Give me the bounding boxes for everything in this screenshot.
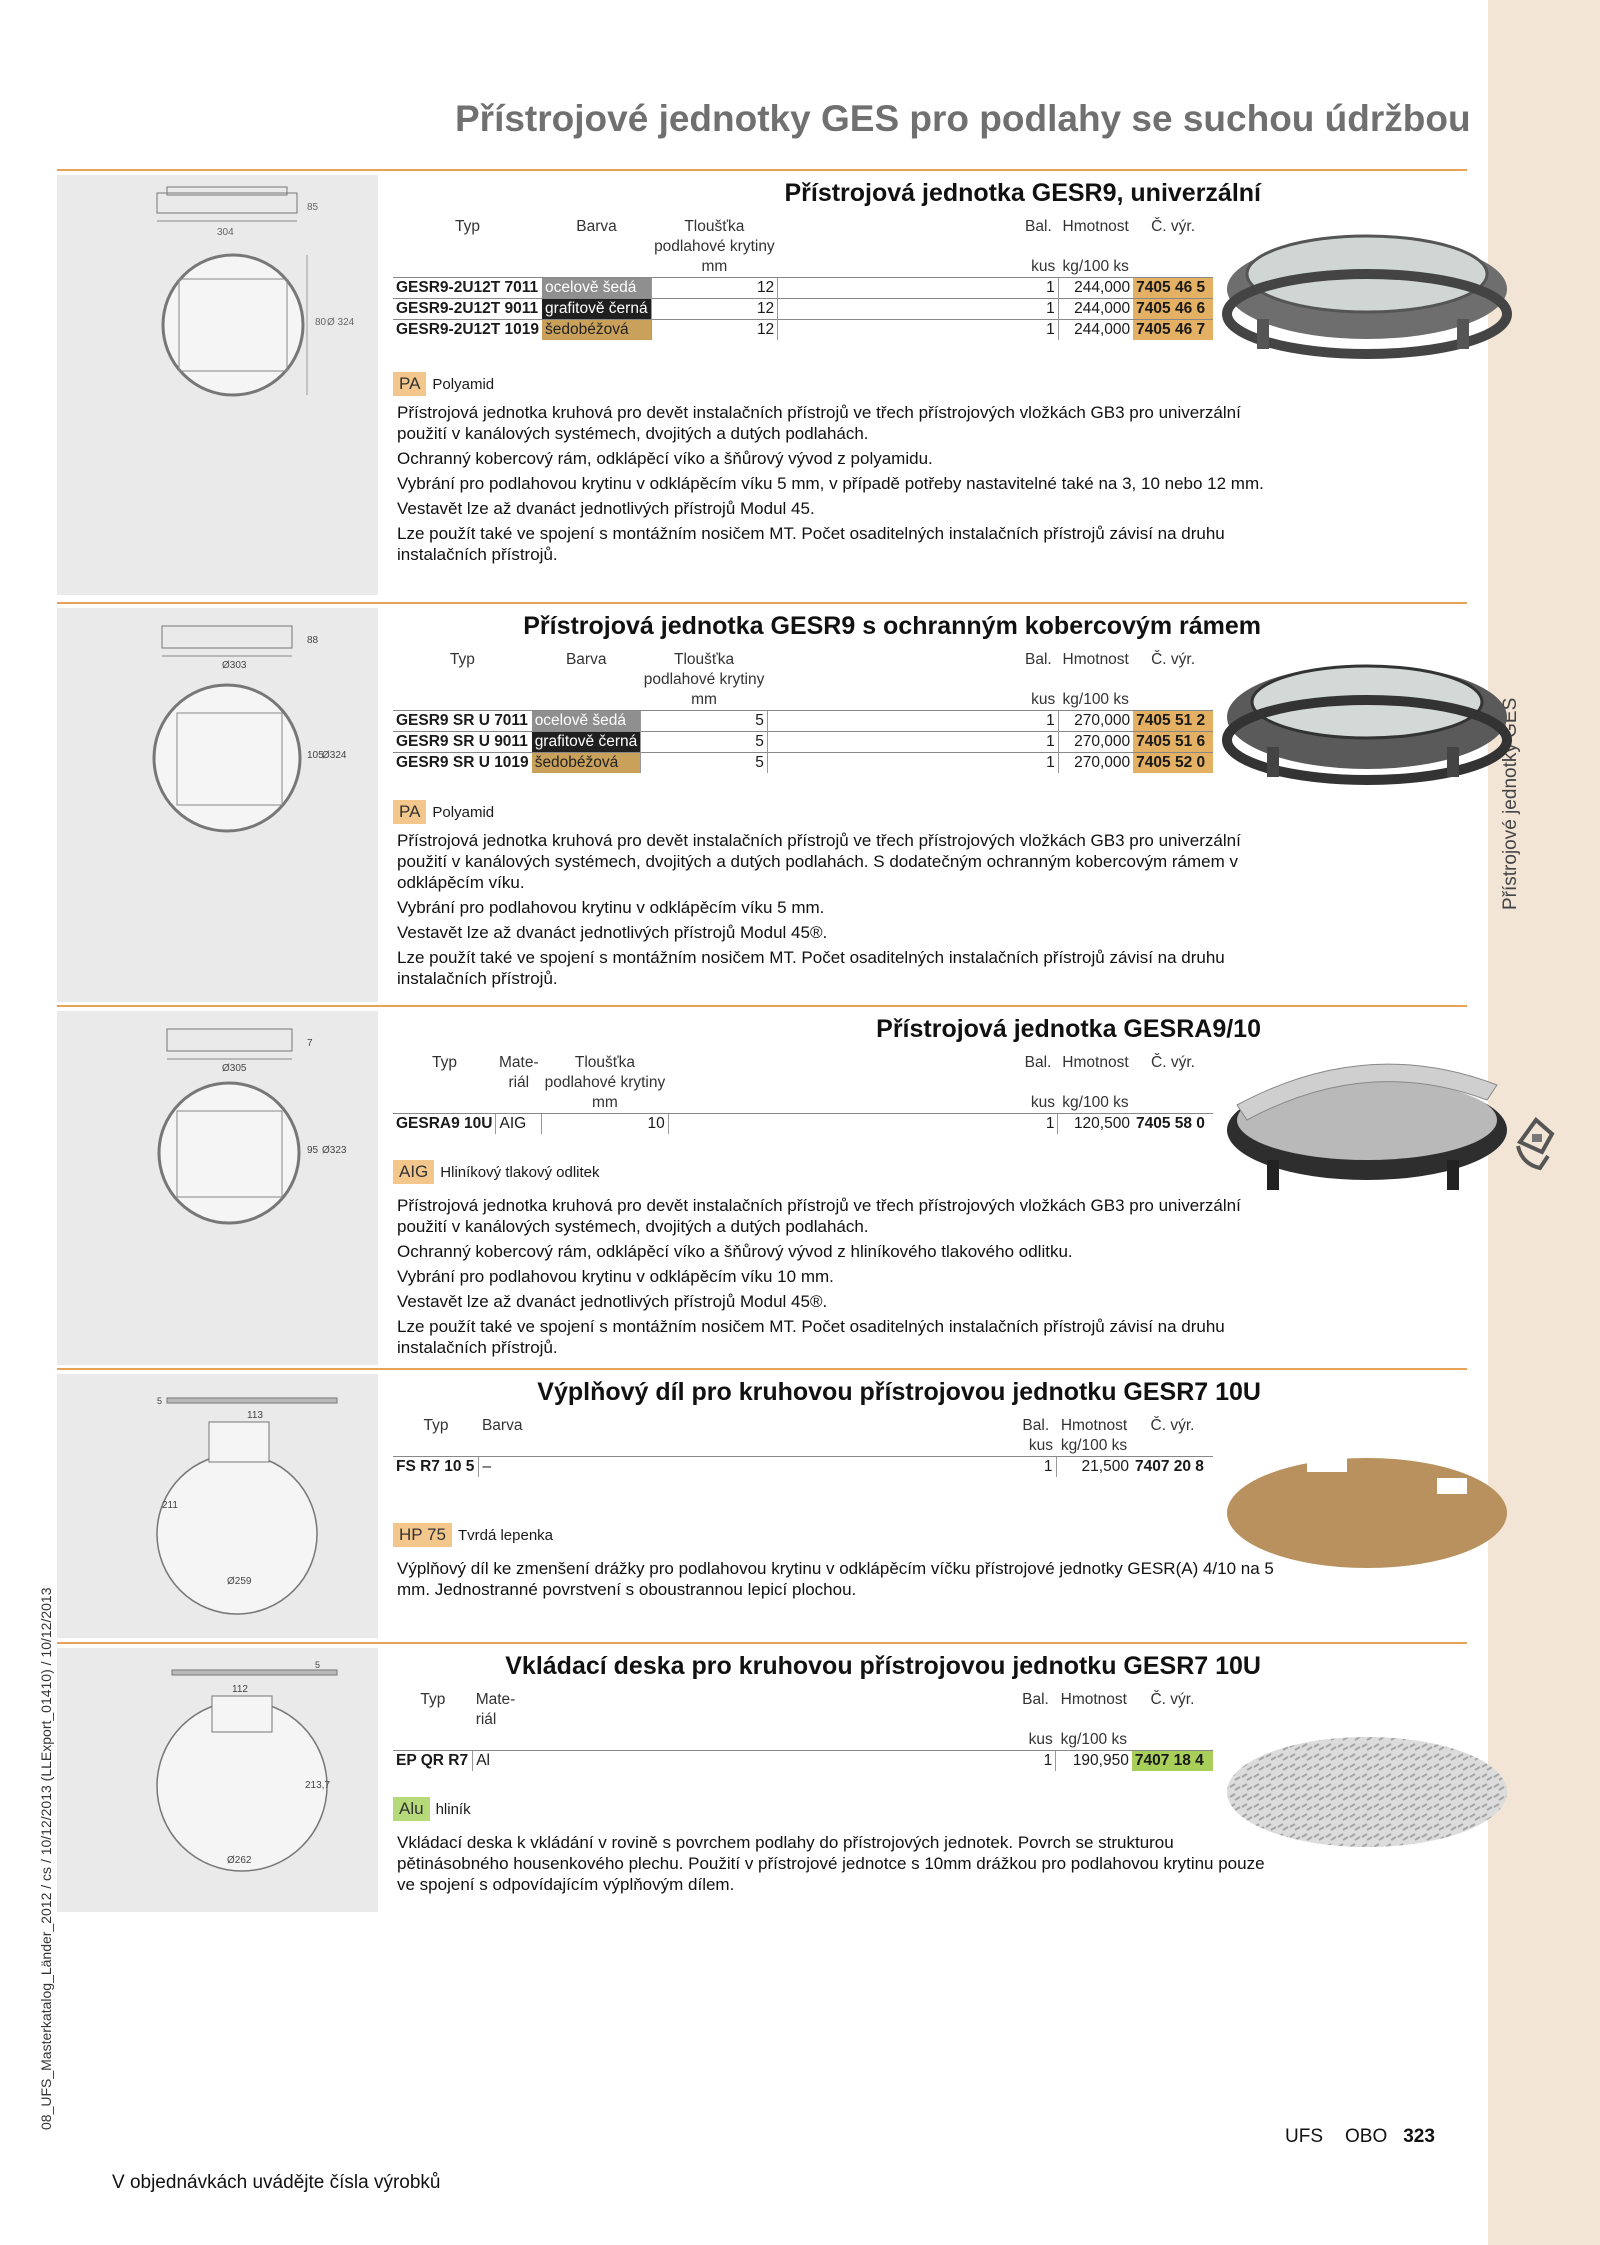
technical-drawing <box>57 1374 378 1638</box>
product-section-gesra9 <box>57 1005 1467 1365</box>
product-photo <box>1217 642 1517 802</box>
product-section-gesr9-sr <box>57 602 1467 1002</box>
dim-c: 213,7 <box>305 1780 331 1791</box>
table-row: GESR9 SR U 1019 šedobéžová 5 1 270,000 7405 52 0 <box>393 753 1213 774</box>
section-title: Přístrojová jednotka GESR9 s ochranným kobercovým rámem <box>523 612 1261 640</box>
product-photo <box>1217 1045 1517 1215</box>
section-rule <box>57 1005 1467 1007</box>
dim-b: 5 <box>315 1660 321 1670</box>
description: Vkládací deska k vkládání v rovině s povrchem podlahy do přístrojových jednotek. Povrch se strukturou pětinásobného housenkového plechu. Použití v přístrojové jednotce s 10mm drážkou pro podlahovou krytinu pouze ve spojení s odpovídajícím výplňovým dílem. <box>397 1833 1265 1894</box>
product-photo <box>1217 1448 1517 1578</box>
product-photo <box>1217 219 1517 379</box>
section-rule <box>57 169 1467 171</box>
footer-brand: UFS OBO 323 <box>1285 2126 1435 2147</box>
section-title: Vkládací deska pro kruhovou přístrojovou jednotku GESR7 10U <box>505 1652 1261 1680</box>
material-label: Alu hliník <box>393 1797 471 1821</box>
material-label: AIG Hliníkový tlakový odlitek <box>393 1160 600 1184</box>
section-rule <box>57 1368 1467 1370</box>
table-row: GESR9-2U12T 9011 grafitově černá 12 1 244,000 7405 46 6 <box>393 299 1213 320</box>
dim-d: Ø323 <box>322 1145 347 1156</box>
section-title: Přístrojová jednotka GESR9, univerzální <box>784 179 1261 207</box>
footer-note: V objednávkách uvádějte čísla výrobků <box>112 2172 441 2193</box>
material-label: PA Polyamid <box>393 372 494 396</box>
technical-drawing <box>57 608 378 1002</box>
table-row: GESRA9 10U AIG 10 1 120,500 7405 58 0 <box>393 1114 1213 1135</box>
table-row: GESR9-2U12T 1019 šedobéžová 12 1 244,000 7405 46 7 <box>393 320 1213 341</box>
section-title: Přístrojová jednotka GESRA9/10 <box>876 1015 1261 1043</box>
product-section-ep-qr-r7 <box>57 1642 1467 1912</box>
product-table: Typ Barva Tloušťka podlahové krytiny Bal. Hmotnost Č. výr. mm kus kg/100 ks GESR9-2U12T 7011 ocelově šedá 12 1 244,000 7405 46 5 GESR9-2U12T 9011 grafitově černá 12 1 244,000 7405 46 6 GESR9-2U12T 1019 šedobéžová 12 1 244,000 7405 46 7 <box>393 217 1213 340</box>
product-photo <box>1217 1722 1517 1862</box>
page-number: 323 <box>1403 2126 1435 2147</box>
description: Přístrojová jednotka kruhová pro devět instalačních přístrojů ve třech přístrojových vložkách GB3 pro univerzální použití v kanálových systémech, dvojitých a dutých podlahách. S dodatečným ochranným kobercovým rámem v odklápěcím víku. Vybrání pro podlahovou krytinu v odklápěcím víku 5 mm. Vestavět lze až dvanáct jednotlivých přístrojů Modul 45®. Lze použít také ve spojení s montážním nosičem MT. Počet osaditelných instalačních přístrojů závisí na druhu instalačních přístrojů. <box>397 831 1241 988</box>
technical-drawing <box>57 1011 378 1365</box>
dim-b: 88 <box>307 635 319 646</box>
dim-a: 113 <box>247 1410 263 1421</box>
table-row: EP QR R7 Al 1 190,950 7407 18 4 <box>393 1751 1213 1772</box>
dim-b: 85 <box>307 202 319 213</box>
description: Přístrojová jednotka kruhová pro devět instalačních přístrojů ve třech přístrojových vložkách GB3 pro univerzální použití v kanálových systémech, dvojitých a dutých podlahách. Ochranný kobercový rám, odklápěcí víko a šňůrový vývod z polyamidu. Vybrání pro podlahovou krytinu v odklápěcím víku 5 mm, v případě potřeby nastavitelné také na 3, 10 nebo 12 mm. Vestavět lze až dvanáct jednotlivých přístrojů Modul 45. Lze použít také ve spojení s montážním nosičem MT. Počet osaditelných instalačních přístrojů závisí na druhu instalačních přístrojů. <box>397 403 1264 564</box>
material-label: PA Polyamid <box>393 800 494 824</box>
technical-drawing <box>57 175 378 595</box>
dim-b: 5 <box>157 1396 163 1406</box>
technical-drawing <box>57 1648 378 1912</box>
dim-d: Ø324 <box>322 750 347 761</box>
dim-a: 112 <box>232 1684 248 1695</box>
product-table: Typ Mate- riál Bal. Hmotnost Č. výr. kus kg/100 ks EP QR R7 Al 1 190,950 7407 18 4 <box>393 1690 1213 1771</box>
dim-c: 95 <box>307 1145 319 1156</box>
dim-d: Ø259 <box>227 1576 252 1587</box>
product-table: Typ Mate- riál Tloušťka podlahové krytiny Bal. Hmotnost Č. výr. mm kus kg/100 ks GESRA9 10U AIG 10 1 120,500 7405 58 0 <box>393 1053 1213 1134</box>
product-table: Typ Barva Tloušťka podlahové krytiny Bal. Hmotnost Č. výr. mm kus kg/100 ks GESR9 SR U 7011 ocelově šedá 5 1 270,000 7405 51 2 GESR9 SR U 9011 grafitově černá 5 1 270,000 7405 51 6 GESR9 SR U 1019 šedobéžová 5 1 270,000 7405 52 0 <box>393 650 1213 773</box>
product-table: Typ Barva Bal. Hmotnost Č. výr. kus kg/100 ks FS R7 10 5 – 1 21,500 7407 20 8 <box>393 1416 1213 1477</box>
product-section-gesr9 <box>57 169 1467 599</box>
dim-b: 7 <box>307 1038 313 1049</box>
dim-d: Ø 324 <box>327 317 355 328</box>
table-row: GESR9 SR U 9011 grafitově černá 5 1 270,000 7405 51 6 <box>393 732 1213 753</box>
dim-d: Ø262 <box>227 1855 252 1866</box>
section-rule <box>57 602 1467 604</box>
dim-a: Ø305 <box>222 1063 247 1074</box>
dim-c: 105 <box>307 750 324 761</box>
section-rule <box>57 1642 1467 1644</box>
table-row: FS R7 10 5 – 1 21,500 7407 20 8 <box>393 1457 1213 1478</box>
dim-a: Ø303 <box>222 660 247 671</box>
page-title: Přístrojové jednotky GES pro podlahy se suchou údržbou <box>455 98 1471 139</box>
product-section-fs-r7 <box>57 1368 1467 1638</box>
floor-box-icon <box>1512 1112 1560 1174</box>
dim-a: 304 <box>217 227 234 238</box>
table-row: GESR9-2U12T 7011 ocelově šedá 12 1 244,000 7405 46 5 <box>393 278 1213 299</box>
description: Přístrojová jednotka kruhová pro devět instalačních přístrojů ve třech přístrojových vložkách GB3 pro univerzální použití v kanálových systémech, dvojitých a dutých podlahách. Ochranný kobercový rám, odklápěcí víko a šňůrový vývod z hliníkového tlakového odlitku. Vybrání pro podlahovou krytinu v odklápěcím víku 10 mm. Vestavět lze až dvanáct jednotlivých přístrojů Modul 45®. Lze použít také ve spojení s montážním nosičem MT. Počet osaditelných instalačních přístrojů závisí na druhu instalačních přístrojů. <box>397 1196 1241 1357</box>
table-row: GESR9 SR U 7011 ocelově šedá 5 1 270,000 7405 51 2 <box>393 711 1213 732</box>
description: Výplňový díl ke zmenšení drážky pro podlahovou krytinu v odklápěcím víčku přístrojové jednotky GESR(A) 4/10 na 5 mm. Jednostranné povrstvení s oboustrannou lepicí plochou. <box>397 1559 1274 1599</box>
section-title: Výplňový díl pro kruhovou přístrojovou jednotku GESR7 10U <box>537 1378 1261 1406</box>
dim-c: 80 <box>315 317 327 328</box>
material-label: HP 75 Tvrdá lepenka <box>393 1523 553 1547</box>
dim-c: 211 <box>162 1500 178 1511</box>
